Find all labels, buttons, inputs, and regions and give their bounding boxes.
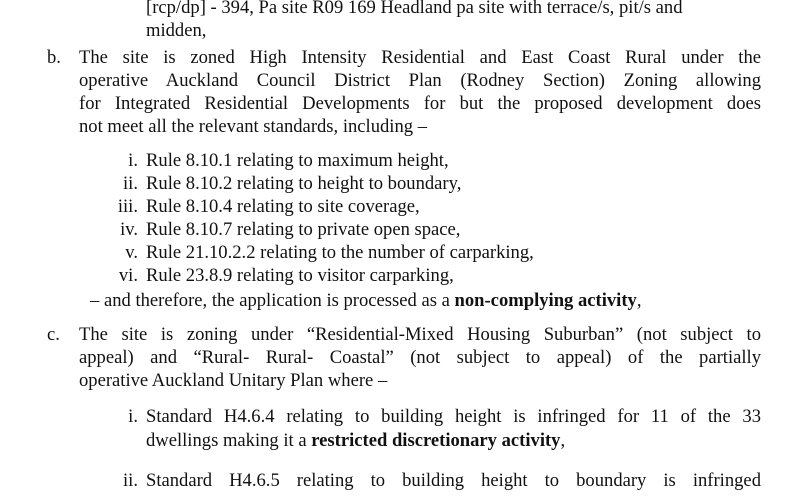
standard-line-2-prefix: dwellings making it a <box>146 430 312 451</box>
conclusion-prefix: – and therefore, the application is processed as a <box>90 290 455 311</box>
rule-text: Rule 8.10.2 relating to height to boundary, <box>146 173 462 194</box>
rule-text: Rule 8.10.7 relating to private open space, <box>146 219 461 240</box>
standard-marker: i. <box>128 406 138 427</box>
item-c-line-3: operative Auckland Unitary Plan where – <box>79 370 388 391</box>
item-b-line-1: The site is zoned High Intensity Residential and East Coast Rural under the <box>79 47 761 68</box>
rule-text: Rule 21.10.2.2 relating to the number of carparking, <box>146 242 534 263</box>
rule-marker: iii. <box>117 196 138 217</box>
standard-activity: restricted discretionary activity <box>311 430 561 451</box>
rule-marker: ii. <box>123 173 138 194</box>
item-c-marker: c. <box>47 324 60 345</box>
top-fragment-line-1: [rcp/dp] - 394, Pa site R09 169 Headland pa site with terrace/s, pit/s and <box>146 0 683 18</box>
item-c-line-1: The site is zoning under “Residential-Mixed Housing Suburban” (not subject to <box>79 324 761 345</box>
item-b-marker: b. <box>47 47 61 68</box>
item-b-conclusion <box>90 290 642 313</box>
standard-line-2 <box>146 430 565 453</box>
rule-marker: iv. <box>120 219 138 240</box>
rule-text: Rule 23.8.9 relating to visitor carparking, <box>146 265 454 286</box>
item-b-line-2: operative Auckland Council District Plan (Rodney Section) Zoning allowing <box>79 70 761 91</box>
standard-line-1: Standard H4.6.4 relating to building height is infringed for 11 of the 33 <box>146 406 761 427</box>
item-b-line-3: for Integrated Residential Developments for but the proposed development does <box>79 93 761 114</box>
standard-line-1: Standard H4.6.5 relating to building height to boundary is infringed <box>146 470 761 491</box>
rule-text: Rule 8.10.1 relating to maximum height, <box>146 150 449 171</box>
standard-marker: ii. <box>123 470 138 491</box>
item-b-line-4: not meet all the relevant standards, including – <box>79 116 428 137</box>
conclusion-suffix: , <box>636 290 642 311</box>
conclusion-activity: non-complying activity <box>454 290 637 311</box>
rule-marker: i. <box>128 150 138 171</box>
item-c-line-2: appeal) and “Rural- Rural- Coastal” (not subject to appeal) of the partially <box>79 347 761 368</box>
top-fragment-line-2: midden, <box>146 20 207 41</box>
rule-marker: v. <box>125 242 138 263</box>
standard-line-2-suffix: , <box>560 430 566 451</box>
rule-text: Rule 8.10.4 relating to site coverage, <box>146 196 420 217</box>
rule-marker: vi. <box>118 265 138 286</box>
